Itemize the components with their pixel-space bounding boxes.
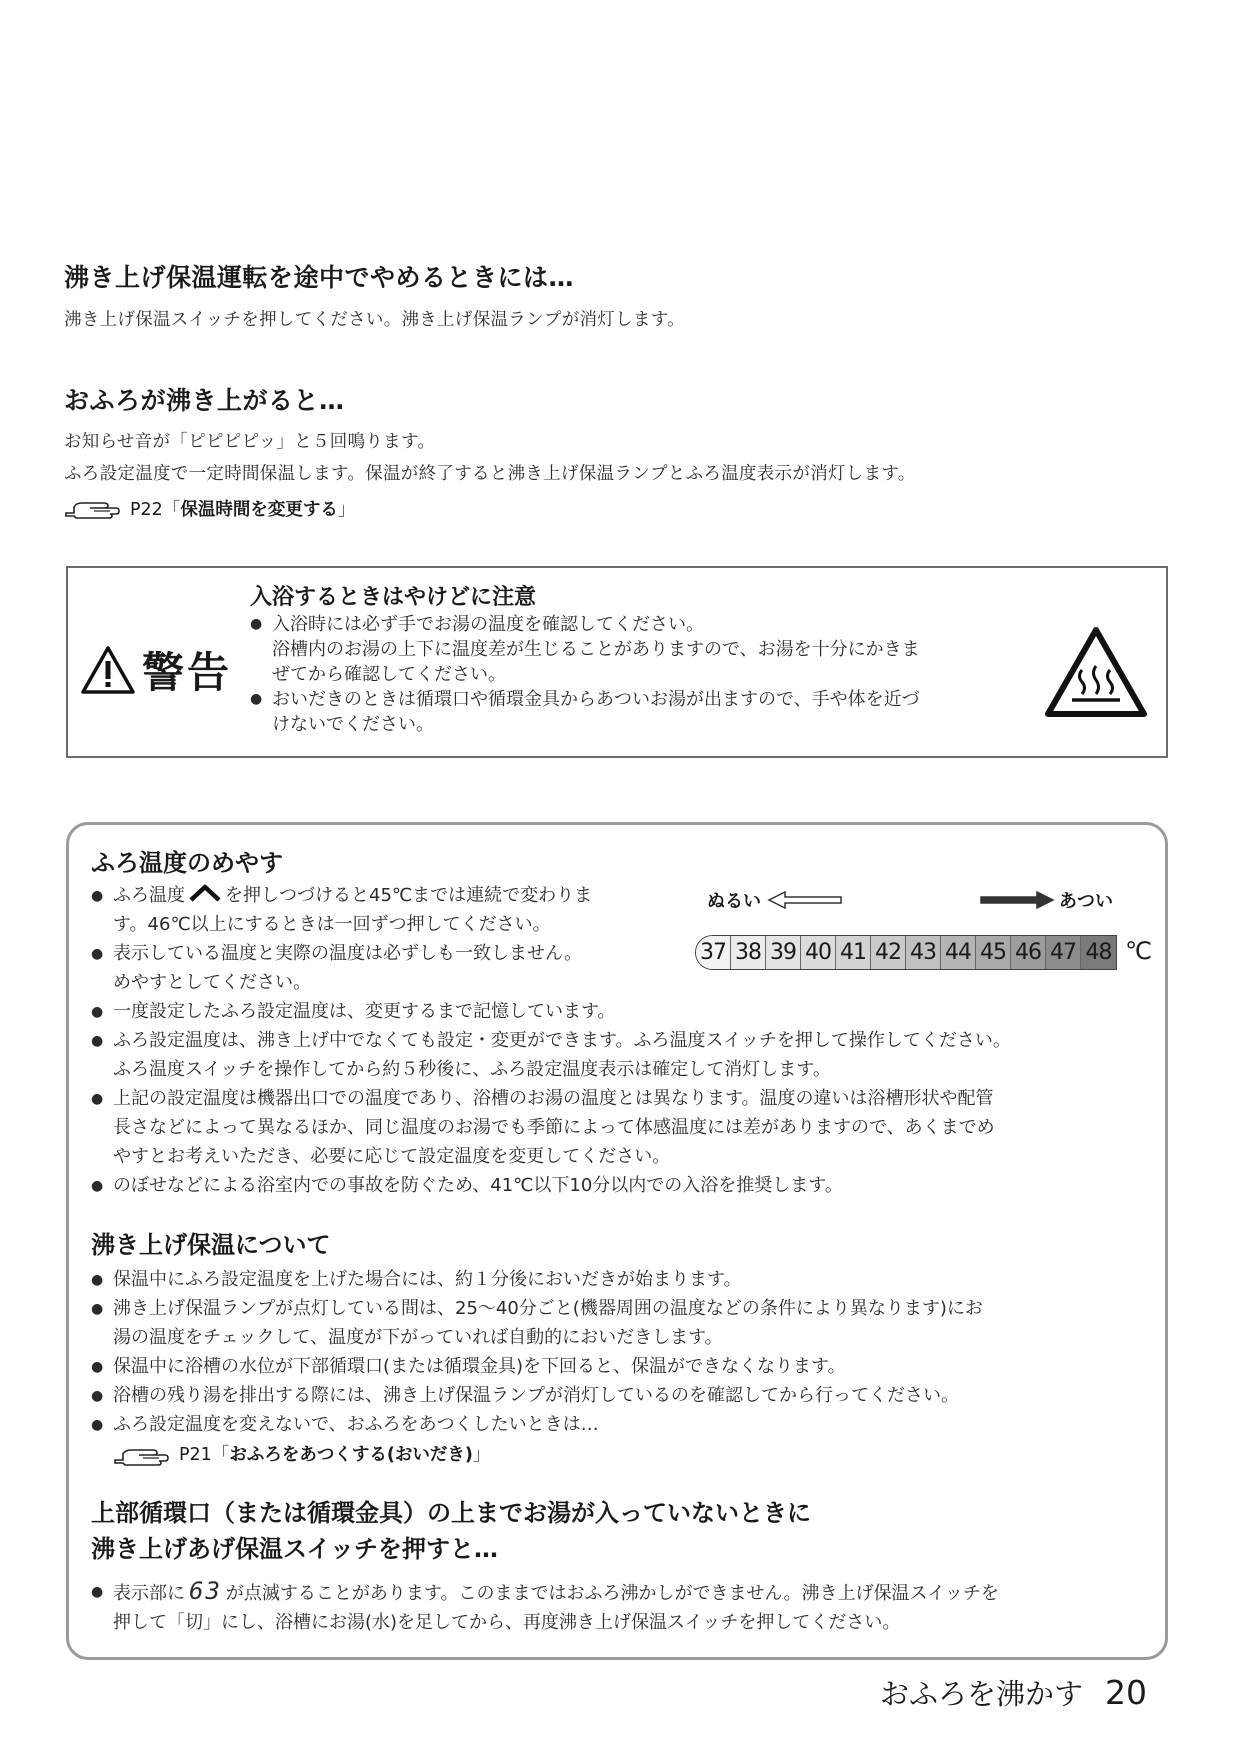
scale-cell-37: 37 [696, 936, 731, 969]
temperature-scale [689, 885, 1152, 975]
error-code-display: 63 [189, 1577, 222, 1605]
scale-unit: ℃ [1125, 937, 1152, 965]
upper-port-bullet-1 [91, 1577, 1146, 1637]
pointing-hand-icon [113, 1445, 169, 1467]
arrow-left-icon [767, 891, 843, 909]
ref-close: 」 [472, 1445, 491, 1465]
scale-cell-47: 47 [1046, 936, 1081, 969]
warning-label [80, 640, 232, 700]
keep-warm-bullet-4 [91, 1381, 1141, 1410]
scale-cell-41: 41 [836, 936, 871, 969]
scale-cells [695, 935, 1117, 970]
keep-warm-b5: ● ふろ設定温度を変えないで、おふろをあつくしたいときは… [113, 1414, 599, 1435]
pointing-hand-icon [64, 498, 120, 520]
warning-bullet-1-line-3: ぜてから確認してください。 [272, 664, 506, 685]
upper-port-b1-line-2: 押して「切」にし、浴槽にお湯(水)を足してから、再度沸き上げ保温スイッチを押してください。 [113, 1612, 901, 1633]
warning-bullet-2-line-2: けないでください。 [272, 714, 434, 735]
scale-cell-40: 40 [801, 936, 836, 969]
warning-bullet-1-line-2: 浴槽内のお湯の上下に温度差が生じることがありますので、お湯を十分にかきま [272, 639, 920, 660]
guide-list-top [91, 881, 691, 997]
upper-port-list [91, 1577, 1146, 1637]
keep-warm-bullet-2 [91, 1294, 1141, 1352]
scale-cell-39: 39 [766, 936, 801, 969]
guide-bullet-2 [91, 939, 691, 997]
when-heated-line-2: ふろ設定温度で一定時間保温します。保温が終了すると沸き上げ保温ランプとふろ温度表示が消灯します。 [64, 464, 916, 484]
guide-b1-a: ふろ温度 [113, 885, 185, 906]
keep-warm-bullet-1 [91, 1265, 1141, 1294]
keep-warm-bullet-3 [91, 1352, 1141, 1381]
guide-b2-line-1: ● 表示している温度と実際の温度は必ずしも一致しません。 [113, 943, 583, 964]
scale-cell-44: 44 [941, 936, 976, 969]
when-heated-line-1: お知らせ音が「ピピピピッ」と５回鳴ります。 [64, 432, 436, 452]
guide-b3: ● 一度設定したふろ設定温度は、変更するまで記憶しています。 [113, 1001, 616, 1022]
guide-bullet-4 [91, 1026, 1141, 1084]
section-title-stop-keep-warm: 沸き上げ保温運転を途中でやめるときには… [64, 263, 575, 292]
upper-port-title-line-1: 上部循環口（または循環金具）の上までお湯が入っていないときに [91, 1499, 811, 1527]
hot-surface-icon [1044, 626, 1148, 722]
guide-title: ふろ温度のめやす [91, 849, 283, 877]
ref-close: 」 [337, 500, 356, 520]
guide-b2-line-2: めやすとしてください。 [113, 972, 311, 993]
keep-warm-b2-line-2: 湯の温度をチェックして、温度が下がっていれば自動的においだきします。 [113, 1327, 723, 1348]
keep-warm-list [91, 1265, 1141, 1470]
scale-cell-48: 48 [1081, 936, 1116, 969]
guide-b6: ● のぼせなどによる浴室内での事故を防ぐため、41℃以下10分以内での入浴を推奨します。 [113, 1175, 843, 1196]
page-reference-p21[interactable] [113, 1441, 1163, 1470]
scale-cell-38: 38 [731, 936, 766, 969]
ref-title: おふろをあつくする(おいだき) [229, 1445, 473, 1465]
guide-b4-line-1: ● ふろ設定温度は、沸き上げ中でなくても設定・変更ができます。ふろ温度スイッチを押して操作してください。 [113, 1030, 1011, 1051]
guide-bullet-5 [91, 1084, 1141, 1171]
page-number: 20 [1105, 1673, 1148, 1712]
scale-cell-42: 42 [871, 936, 906, 969]
ref-page-number: P22「 [130, 500, 181, 520]
warning-bullet-1 [250, 612, 1110, 687]
ref-title: 保温時間を変更する [180, 500, 338, 520]
scale-cell-46: 46 [1011, 936, 1046, 969]
scale-cell-45: 45 [976, 936, 1011, 969]
arrow-right-icon [979, 891, 1055, 909]
guide-b5-line-1: ● 上記の設定温度は機器出口での温度であり、浴槽のお湯の温度とは異なります。温度の違いは浴槽形状や配管 [113, 1088, 994, 1109]
guide-b5-line-3: やすとお考えいただき、必要に応じて設定温度を変更してください。 [113, 1146, 671, 1167]
guide-bullet-3 [91, 997, 1141, 1026]
warning-label-text: 警告 [142, 648, 233, 697]
footer-section: おふろを沸かす [880, 1677, 1084, 1711]
upper-port-title [91, 1495, 811, 1567]
keep-warm-title: 沸き上げ保温について [91, 1231, 331, 1259]
page-reference-p22[interactable] [64, 496, 355, 521]
caution-triangle-icon [80, 645, 136, 695]
keep-warm-b3: ● 保温中に浴槽の水位が下部循環口(または循環金具)を下回ると、保温ができなくなります。 [113, 1356, 846, 1377]
warning-box [66, 566, 1168, 758]
up-caret-icon [188, 884, 222, 902]
scale-cool-label: ぬるい [707, 891, 761, 912]
scale-hot-label: あつい [1059, 891, 1113, 912]
scale-cell-43: 43 [906, 936, 941, 969]
warning-bullet-2 [250, 687, 1110, 737]
warning-bullet-1-line-1: ● 入浴時には必ず手でお湯の温度を確認してください。 [272, 614, 704, 635]
warning-title: 入浴するときはやけどに注意 [250, 585, 537, 610]
upper-port-title-line-2: 沸き上げあげ保温スイッチを押すと… [91, 1535, 499, 1563]
keep-warm-b2-line-1: ● 沸き上げ保温ランプが点灯している間は、25～40分ごと(機器周囲の温度などの条件により異なります)にお [113, 1298, 983, 1319]
upper-port-b1-a: 表示部に [113, 1583, 185, 1604]
notes-box [66, 822, 1168, 1660]
guide-bullet-6 [91, 1171, 1141, 1200]
section-text-stop-keep-warm: 沸き上げ保温スイッチを押してください。沸き上げ保温ランプが消灯します。 [64, 310, 685, 330]
upper-port-b1-b: が点滅することがあります。このままではおふろ沸かしができません。沸き上げ保温スイッチを [225, 1583, 999, 1604]
keep-warm-b1: ● 保温中にふろ設定温度を上げた場合には、約１分後においだきが始まります。 [113, 1269, 742, 1290]
guide-b1-line-2: す。46℃以上にするときは一回ずつ押してください。 [113, 914, 551, 935]
keep-warm-bullet-5 [91, 1410, 1141, 1439]
warning-list [250, 612, 1110, 737]
guide-list-bottom [91, 997, 1141, 1200]
section-title-when-heated: おふろが沸き上がると… [64, 386, 345, 415]
guide-bullet-1 [91, 881, 691, 939]
page-footer [880, 1672, 1147, 1713]
guide-b5-line-2: 長さなどによって異なるほか、同じ温度のお湯でも季節によって体感温度には差がありますので、あくまでめ [113, 1117, 995, 1138]
ref-page-number: P21「 [179, 1445, 230, 1465]
guide-b4-line-2: ふろ温度スイッチを操作してから約５秒後に、ふろ設定温度表示は確定して消灯します。 [113, 1059, 831, 1080]
warning-bullet-2-line-1: ● おいだきのときは循環口や循環金具からあついお湯が出ますので、手や体を近づ [272, 689, 920, 710]
keep-warm-b4: ● 浴槽の残り湯を排出する際には、沸き上げ保温ランプが消灯しているのを確認してから行ってください。 [113, 1385, 959, 1406]
guide-b1-b: を押しつづけると45℃までは連続で変わりま [225, 885, 593, 906]
